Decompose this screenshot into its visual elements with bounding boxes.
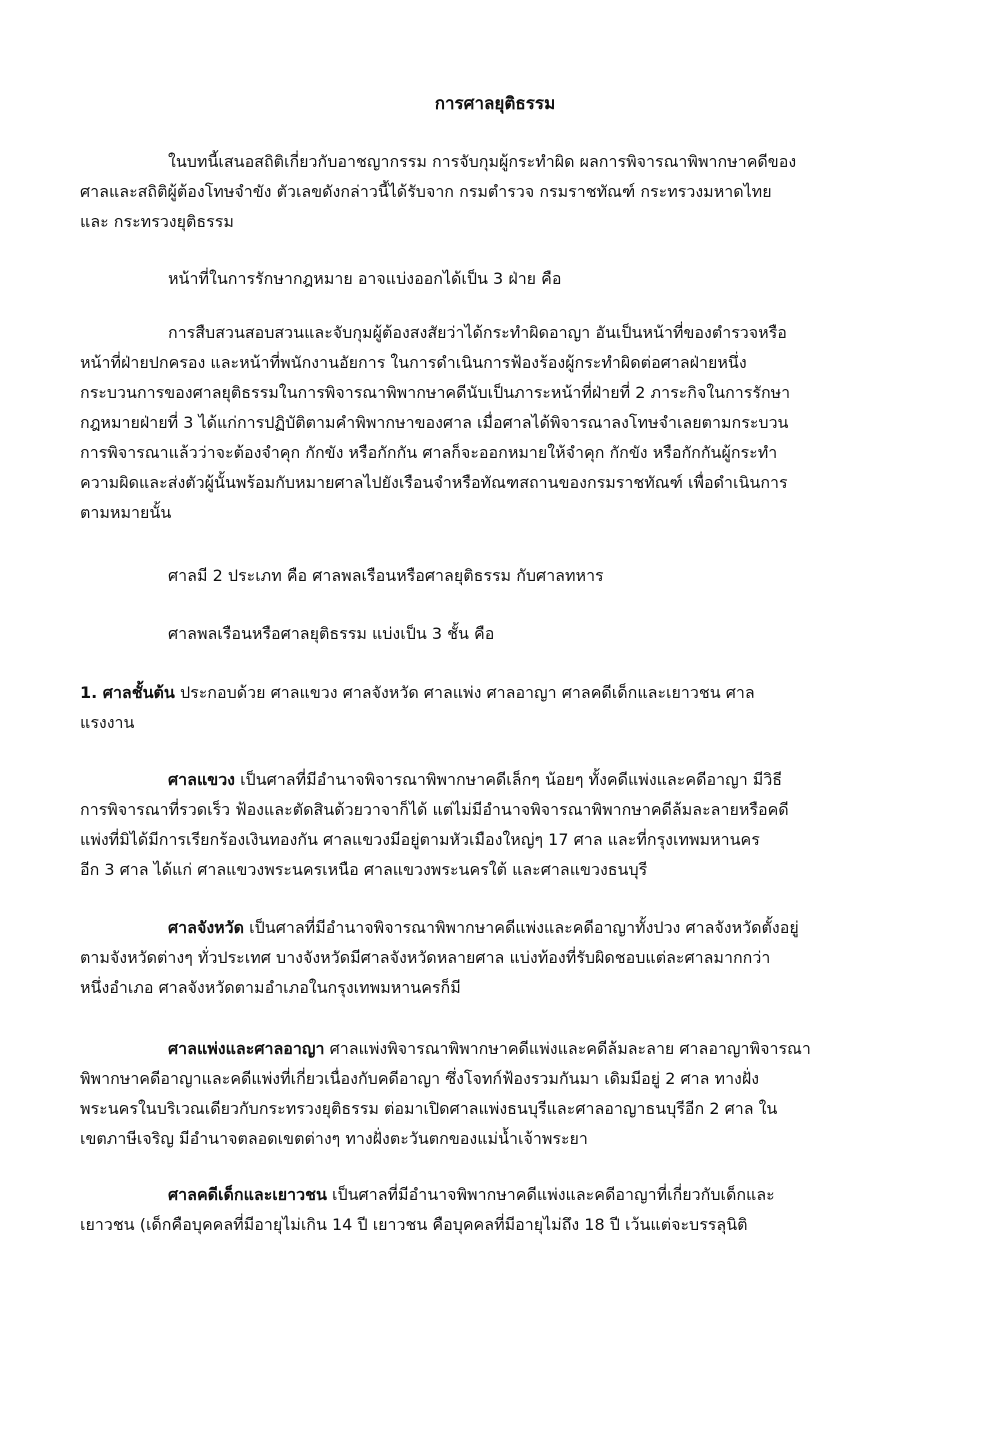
court-types-paragraph [80,561,912,591]
first-instance-line [80,678,912,708]
intro-line: ศาลและสถิติผู้ต้องโทษจำขัง ตัวเลขดังกล่าวนี้ได้รับจาก กรมตำรวจ กรมราชทัณฑ์ กระทรวงมหาดไทย [80,182,772,201]
civil-criminal-court-line: เขตภาษีเจริญ มีอำนาจตลอดเขตต่างๆ ทางฝั่งตะวันตกของแม่น้ำเจ้าพระยา [80,1129,588,1148]
duty-intro-line: หน้าที่ในการรักษากฎหมาย อาจแบ่งออกได้เป็น 3 ฝ่าย คือ [168,269,562,288]
first-instance-paragraph [80,678,912,738]
duty-line: ความผิดและส่งตัวผู้นั้นพร้อมกับหมายศาลไปยังเรือนจำหรือทัณฑสถานของกรมราชทัณฑ์ เพื่อดำเนินการ [80,473,788,492]
provincial-court-line: ตามจังหวัดต่างๆ ทั่วประเทศ บางจังหวัดมีศาลจังหวัดหลายศาล แบ่งท้องที่รับผิดชอบแต่ละศาลมากกว่า [80,948,771,967]
intro-line: และ กระทรวงยุติธรรม [80,212,234,231]
civil-criminal-court-heading: ศาลแพ่งและศาลอาญา [168,1039,325,1058]
civil-courts-line: ศาลพลเรือนหรือศาลยุติธรรม แบ่งเป็น 3 ชั้น คือ [168,624,495,643]
intro-paragraph [80,147,912,237]
provincial-court-text: เป็นศาลที่มีอำนาจพิจารณาพิพากษาคดีแพ่งและคดีอาญาทั้งปวง ศาลจังหวัดตั้งอยู่ [244,918,799,937]
civil-criminal-court-line: พระนครในบริเวณเดียวกับกระทรวงยุติธรรม ต่อมาเปิดศาลแพ่งธนบุรีและศาลอาญาธนบุรีอีก 2 ศาล ใน [80,1099,778,1118]
civil-criminal-court-line: พิพากษาคดีอาญาและคดีแพ่งที่เกี่ยวเนื่องกับคดีอาญา ซึ่งโจทก์ฟ้องรวมกันมา เดิมมีอยู่ 2 ศาล ทางฝั่ง [80,1069,760,1088]
district-court-text: เป็นศาลที่มีอำนาจพิจารณาพิพากษาคดีเล็กๆ น้อยๆ ทั้งคดีแพ่งและคดีอาญา มีวิธี [235,770,783,789]
civil-criminal-court-paragraph [80,1034,912,1154]
first-instance-line: แรงงาน [80,713,135,732]
district-court-paragraph [80,765,912,885]
juvenile-court-text: เป็นศาลที่มีอำนาจพิพากษาคดีแพ่งและคดีอาญาที่เกี่ยวกับเด็กและ [326,1185,775,1204]
district-court-line [80,765,912,795]
juvenile-court-paragraph [80,1180,912,1240]
first-instance-text: ประกอบด้วย ศาลแขวง ศาลจังหวัด ศาลแพ่ง ศาลอาญา ศาลคดีเด็กและเยาวชน ศาล [174,683,755,702]
court-types-line: ศาลมี 2 ประเภท คือ ศาลพลเรือนหรือศาลยุติธรรม กับศาลทหาร [168,566,604,585]
juvenile-court-heading: ศาลคดีเด็กและเยาวชน [168,1185,327,1204]
page-title: การศาลยุติธรรม [434,94,556,114]
intro-line: ในบทนี้เสนอสถิติเกี่ยวกับอาชญากรรม การจับกุมผู้กระทำผิด ผลการพิจารณาพิพากษาคดีของ [168,152,797,171]
provincial-court-heading: ศาลจังหวัด [168,918,245,937]
provincial-court-line [80,913,912,943]
duty-line: ตามหมายนั้น [80,503,172,522]
duty-intro-paragraph [80,264,912,294]
civil-criminal-court-line [80,1034,912,1064]
duty-line: การพิจารณาแล้วว่าจะต้องจำคุก กักขัง หรือกักกัน ศาลก็จะออกหมายให้จำคุก กักขัง หรือกักกันผู้กระทำ [80,443,778,462]
provincial-court-line: หนึ่งอำเภอ ศาลจังหวัดตามอำเภอในกรุงเทพมหานครก็มี [80,978,461,997]
district-court-line: การพิจารณาที่รวดเร็ว ฟ้องและตัดสินด้วยวาจาก็ได้ แต่ไม่มีอำนาจพิจารณาพิพากษาคดีล้มละลายหรือคดี [80,800,789,819]
juvenile-court-line [80,1180,912,1210]
provincial-court-paragraph [80,913,912,1003]
juvenile-court-line: เยาวชน (เด็กคือบุคคลที่มีอายุไม่เกิน 14 ปี เยาวชน คือบุคคลที่มีอายุไม่ถึง 18 ปี เว้นแต่จะบรรลุนิติ [80,1215,748,1234]
duty-paragraph [80,318,912,528]
civil-criminal-court-text: ศาลแพ่งพิจารณาพิพากษาคดีแพ่งและคดีล้มละลาย ศาลอาญาพิจารณา [324,1039,811,1058]
duty-line: หน้าที่ฝ่ายปกครอง และหน้าที่พนักงานอัยการ ในการดำเนินการฟ้องร้องผู้กระทำผิดต่อศาลฝ่ายหนึ่ง [80,353,747,372]
duty-line: กฎหมายฝ่ายที่ 3 ได้แก่การปฏิบัติตามคำพิพากษาของศาล เมื่อศาลได้พิจารณาลงโทษจำเลยตามกระบวน [80,413,789,432]
district-court-heading: ศาลแขวง [168,770,235,789]
civil-courts-paragraph [80,619,912,649]
duty-line: การสืบสวนสอบสวนและจับกุมผู้ต้องสงสัยว่าได้กระทำผิดอาญา อันเป็นหน้าที่ของตำรวจหรือ [168,323,787,342]
district-court-line: แพ่งที่มิได้มีการเรียกร้องเงินทองกัน ศาลแขวงมีอยู่ตามหัวเมืองใหญ่ๆ 17 ศาล และที่กรุงเทพมหานคร [80,830,760,849]
duty-line: กระบวนการของศาลยุติธรรมในการพิจารณาพิพากษาคดีนับเป็นภาระหน้าที่ฝ่ายที่ 2 ภาระกิจในการรักษา [80,383,791,402]
district-court-line: อีก 3 ศาล ได้แก่ ศาลแขวงพระนครเหนือ ศาลแขวงพระนครใต้ และศาลแขวงธนบุรี [80,860,648,879]
first-instance-heading: 1. ศาลชั้นต้น [80,683,175,702]
